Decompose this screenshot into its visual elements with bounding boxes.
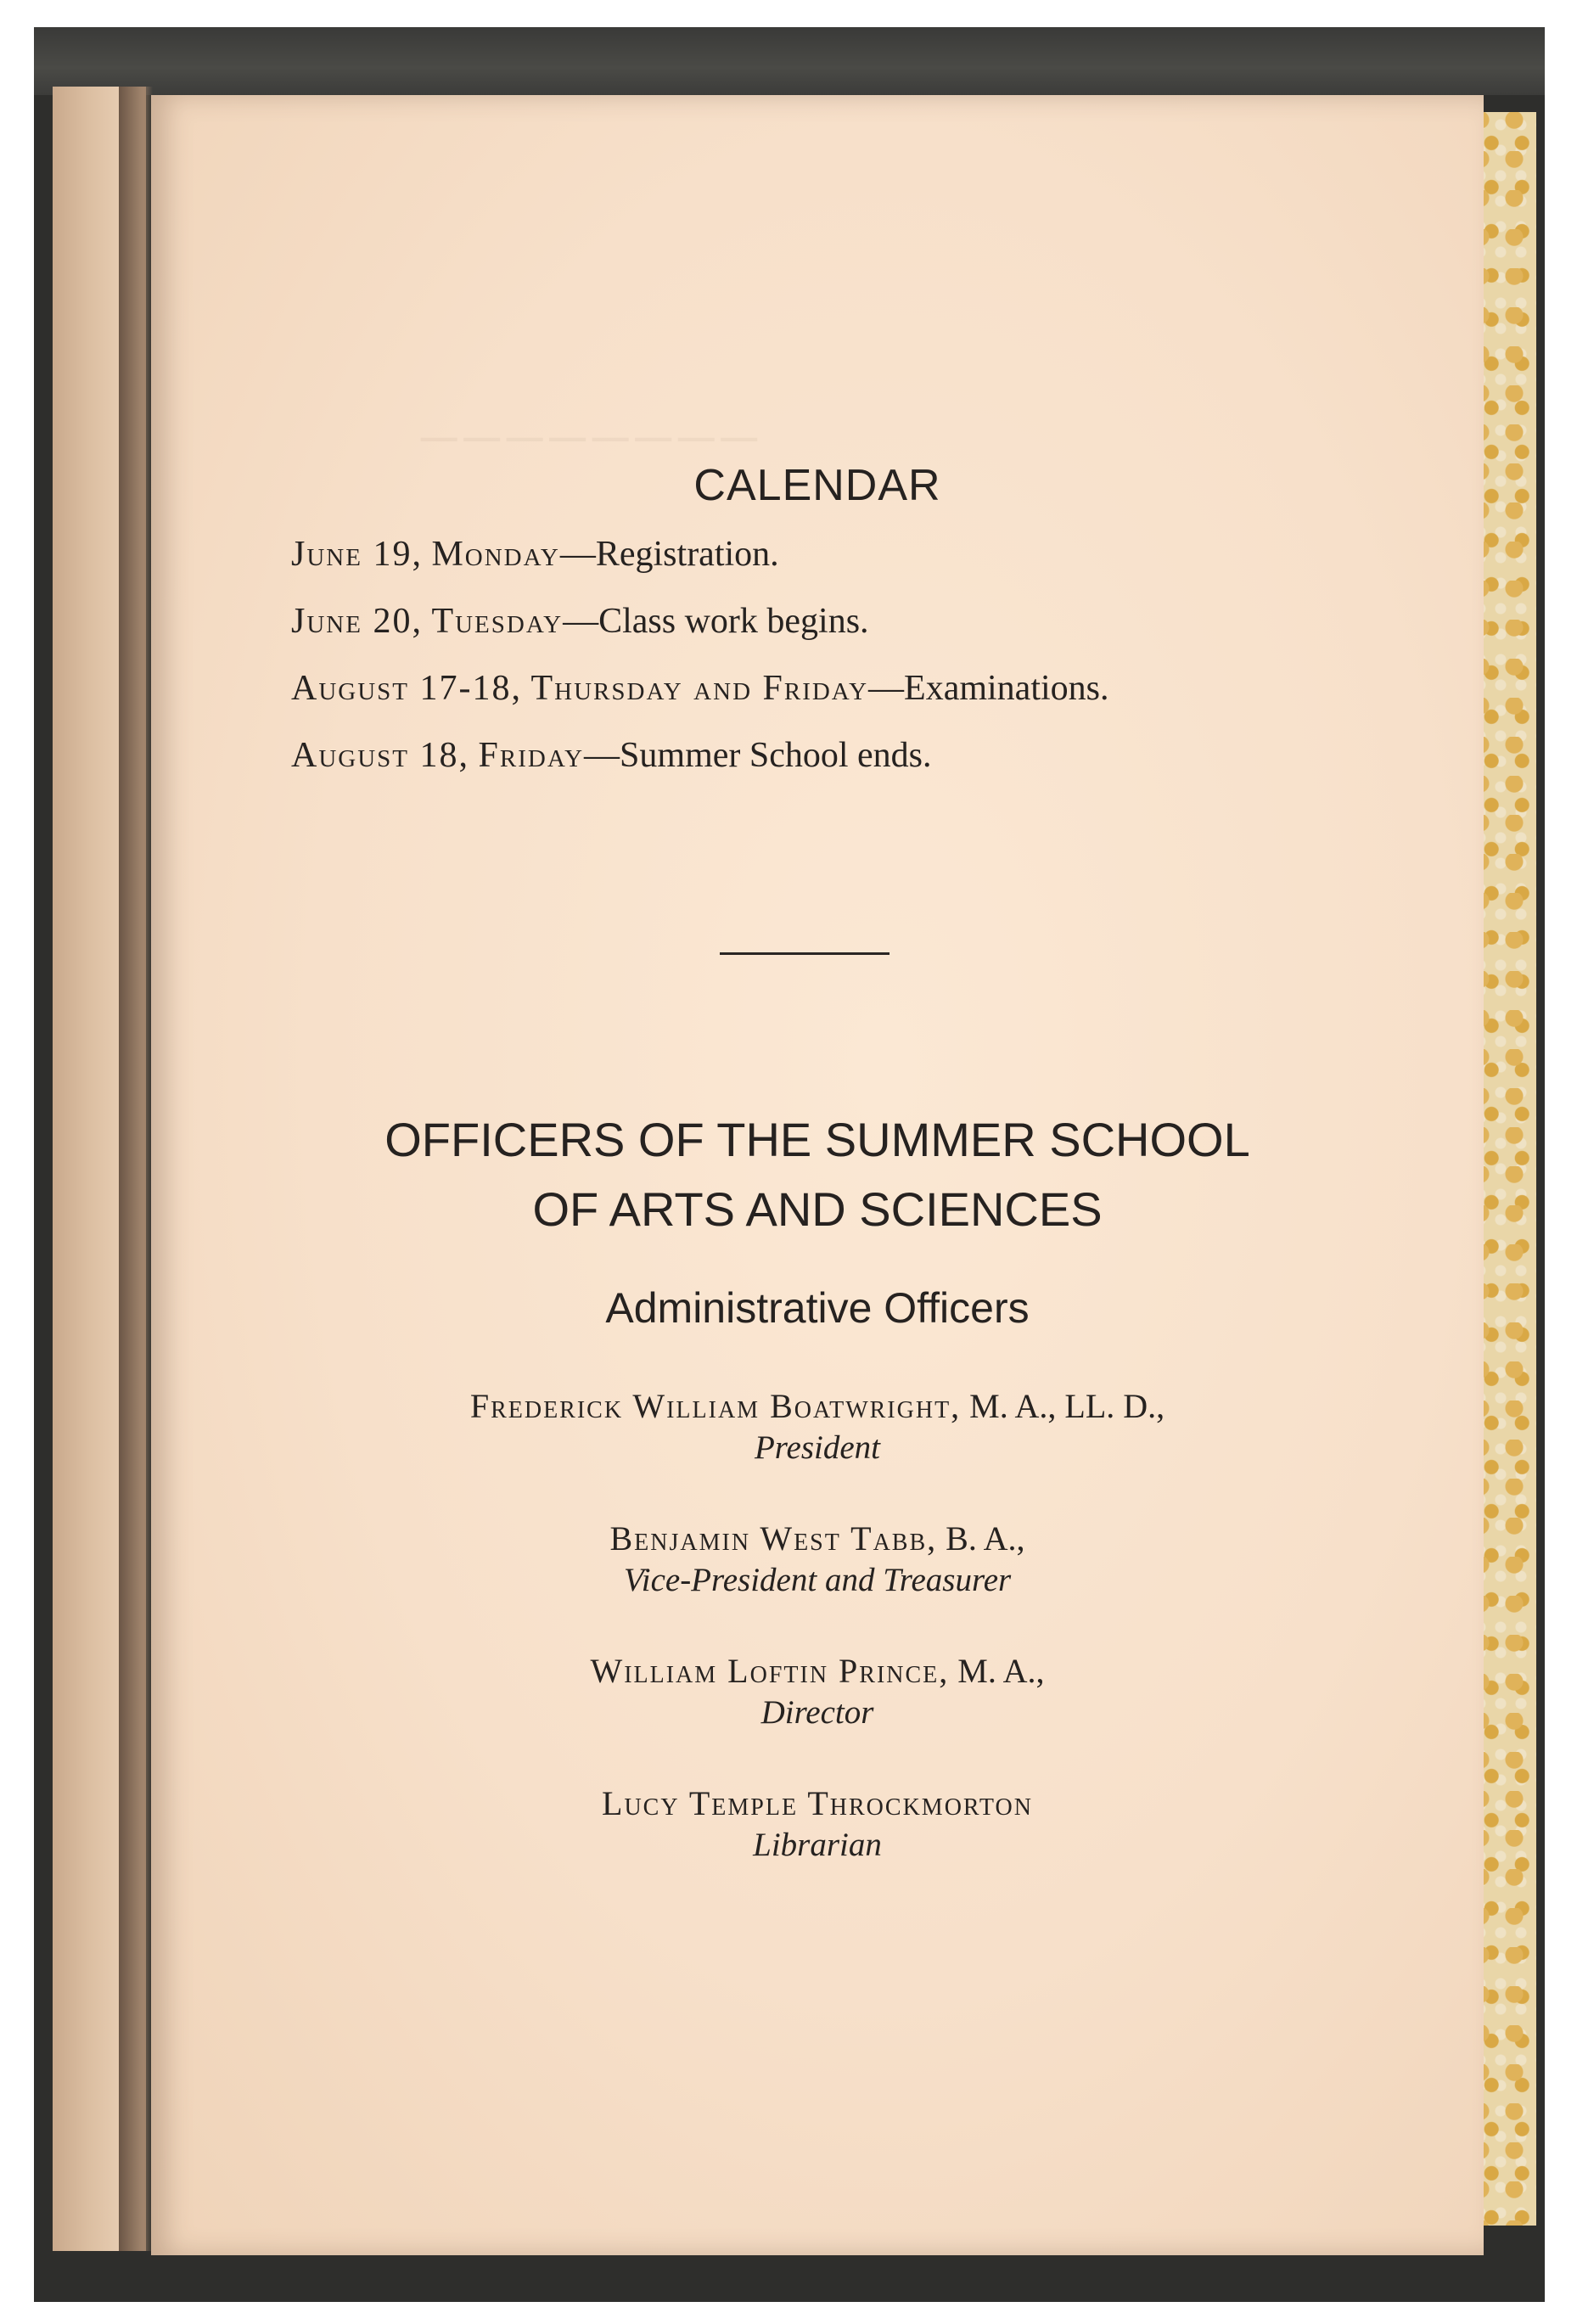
calendar-list [291,536,1109,805]
officer-name-line [151,1782,1484,1825]
calendar-date: June 20, [291,602,423,641]
officer-name-line [151,1385,1484,1428]
book-cover-top [34,27,1545,95]
calendar-item [291,536,1109,572]
officer-entry [151,1385,1484,1468]
officer-degrees: M. A., LL. D., [969,1387,1165,1425]
calendar-event: —Examinations. [868,669,1109,708]
scan-frame [34,27,1545,2302]
show-through-text: ──────── [414,410,758,466]
officer-entry [151,1782,1484,1866]
officers-title-line-2: OF ARTS AND SCIENCES [532,1182,1103,1236]
calendar-event: —Registration. [559,535,779,574]
calendar-day: Friday [478,736,585,775]
officers-title-line-1: OFFICERS OF THE SUMMER SCHOOL [384,1113,1250,1166]
officer-role: Director [760,1694,874,1731]
calendar-item [291,738,1109,773]
officer-name-line [151,1650,1484,1692]
page-content [151,95,1484,2255]
calendar-date: August 18, [291,736,470,775]
officer-name: Frederick William Boatwright, [469,1387,962,1425]
calendar-event: —Summer School ends. [584,736,932,775]
calendar-item [291,603,1109,639]
officer-name: Benjamin West Tabb, [609,1519,938,1558]
officer-entry [151,1518,1484,1601]
officer-degrees: M. A., [957,1652,1045,1690]
officer-entry [151,1650,1484,1733]
officer-degrees: B. A., [946,1519,1025,1558]
gutter-shadow [119,87,153,2251]
calendar-event: —Class work begins. [563,602,869,641]
officer-role: President [754,1429,881,1466]
officer-role: Librarian [753,1827,882,1863]
calendar-day: Thursday and Friday [530,669,869,708]
calendar-day: Tuesday [431,602,564,641]
officer-name: Lucy Temple Throckmorton [602,1784,1033,1822]
officer-name-line [151,1518,1484,1560]
officers-title [151,1105,1484,1244]
administrative-officers-heading: Administrative Officers [605,1284,1030,1332]
calendar-day: Monday [431,535,560,574]
book-page [151,95,1484,2255]
officer-role: Vice-President and Treasurer [623,1562,1012,1598]
calendar-date: June 19, [291,535,423,574]
calendar-date: August 17-18, [291,669,522,708]
calendar-item [291,671,1109,706]
officer-name: William Loftin Prince, [590,1652,950,1690]
section-divider [720,952,890,955]
calendar-title: CALENDAR [693,461,941,510]
